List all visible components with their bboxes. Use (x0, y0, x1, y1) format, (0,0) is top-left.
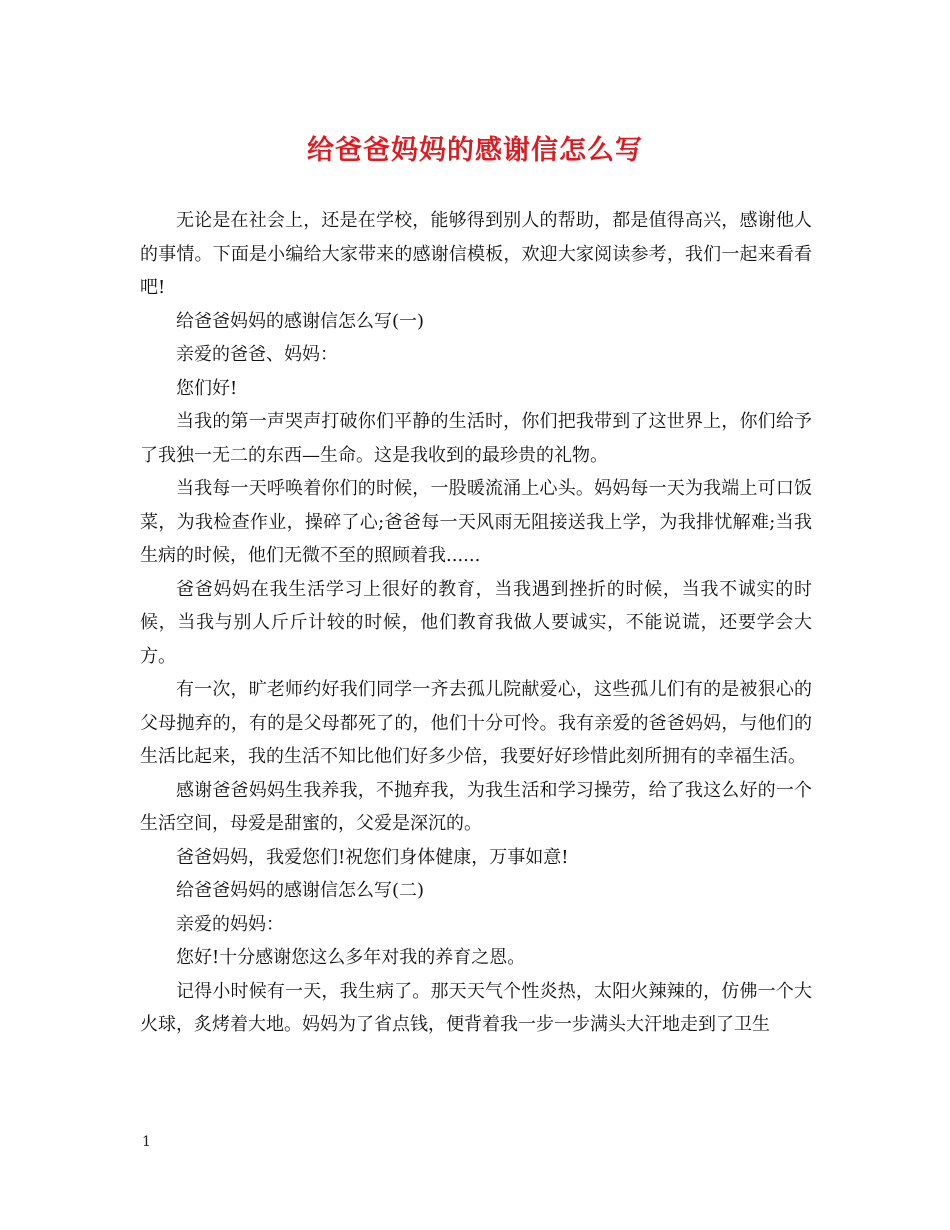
salutation: 亲爱的爸爸、妈妈： (176, 344, 338, 365)
greeting: 您们好! (176, 377, 238, 399)
paragraph: 当我的第一声哭声打破你们平静的生活时，你们把我带到了这世界上，你们给予了我独一无二的东西—生命。这是我收到的最珍贵的礼物。 (140, 411, 812, 466)
page-number: 1 (142, 1134, 151, 1150)
paragraph: 记得小时候有一天，我生病了。那天天气个性炎热，太阳火辣辣的，仿佛一个大火球，炙烤着大地。妈妈为了省点钱，便背着我一步一步满头大汗地走到了卫生 (140, 980, 812, 1035)
section-heading-2: 给爸爸妈妈的感谢信怎么写(二) (176, 880, 425, 901)
paragraph: 无论是在社会上，还是在学校，能够得到别人的帮助，都是值得高兴，感谢他人的事情。下面是小编给大家带来的感谢信模板，欢迎大家阅读参考，我们一起来看看吧! (140, 210, 812, 298)
paragraph: 感谢爸爸妈妈生我养我，不抛弃我，为我生活和学习操劳，给了我这么好的一个生活空间，母爱是甜蜜的，父爱是深沉的。 (140, 779, 812, 834)
document-body (140, 204, 812, 1042)
paragraph: 当我每一天呼唤着你们的时候，一股暖流涌上心头。妈妈每一天为我端上可口饭菜，为我检查作业，操碎了心;爸爸每一天风雨无阻接送我上学，为我排忧解难;当我生病的时候，他们无微不至的照顾着我...... (140, 478, 813, 566)
greeting: 您好!十分感谢您这么多年对我的养育之恩。 (176, 947, 526, 968)
section-heading-1: 给爸爸妈妈的感谢信怎么写(一) (176, 310, 425, 332)
salutation: 亲爱的妈妈： (176, 913, 284, 935)
document-title: 给爸爸妈妈的感谢信怎么写 (307, 135, 643, 166)
paragraph: 爸爸妈妈在我生活学习上很好的教育，当我遇到挫折的时候，当我不诚实的时候，当我与别人斤斤计较的时候，他们教育我做人要诚实，不能说谎，还要学会大方。 (140, 578, 812, 667)
closing-wish: 爸爸妈妈，我爱您们!祝您们身体健康，万事如意! (176, 846, 569, 868)
paragraph: 有一次，旷老师约好我们同学一齐去孤儿院献爱心，这些孤儿们有的是被狠心的父母抛弃的，有的是父母都死了的，他们十分可怜。我有亲爱的爸爸妈妈，与他们的生活比起来，我的生活不知比他们好多少倍，我要好好珍惜此刻所拥有的幸福生活。 (140, 679, 812, 767)
